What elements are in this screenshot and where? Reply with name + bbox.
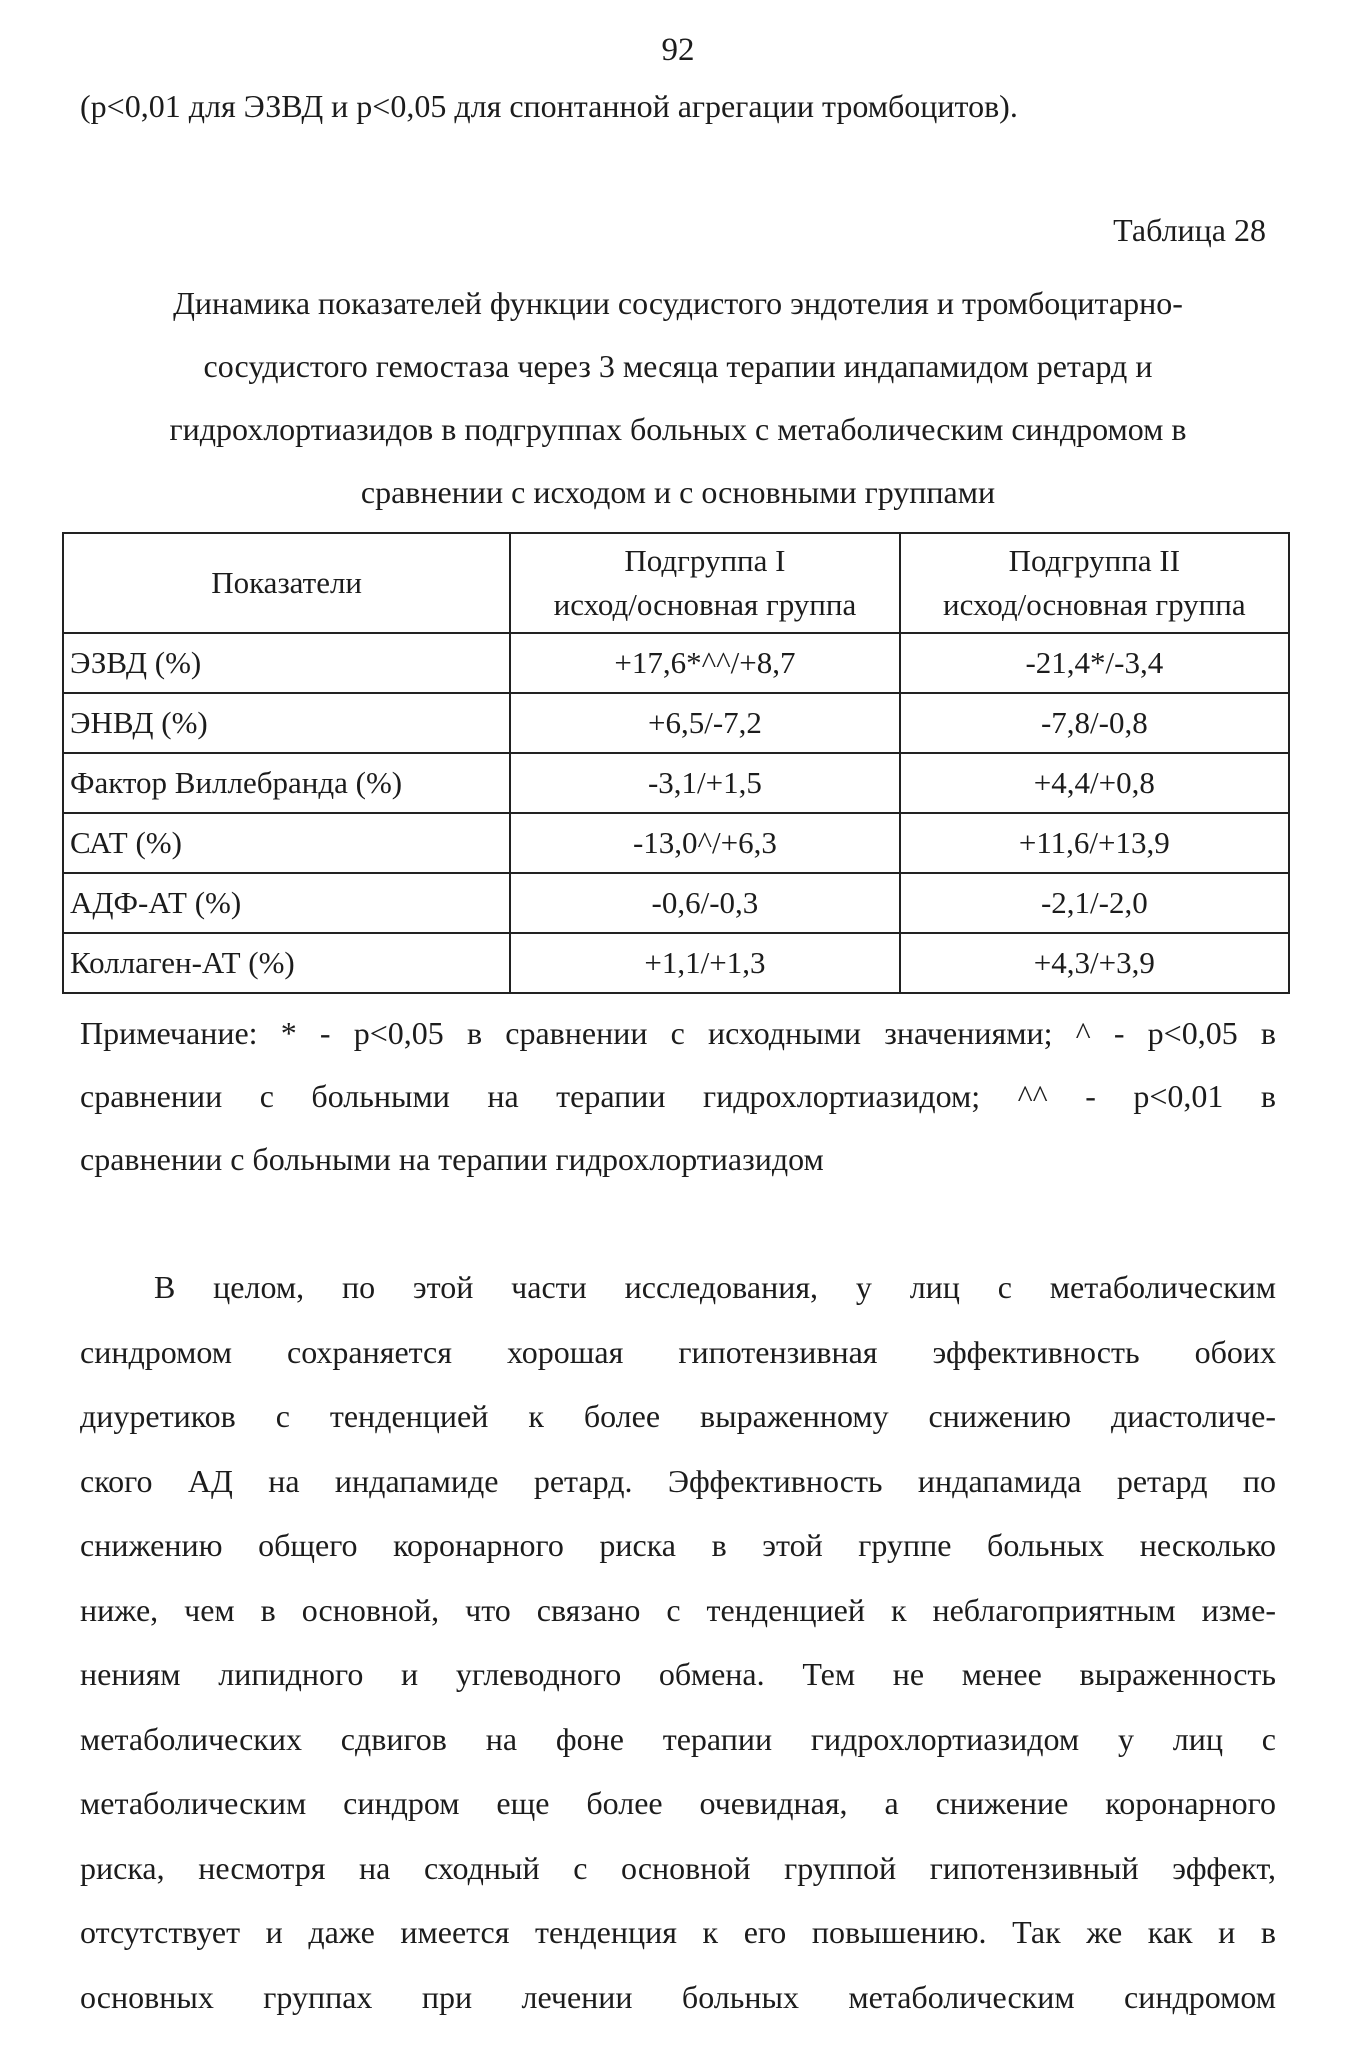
subgroup-2-value: +4,3/+3,9 — [900, 933, 1289, 993]
row-label: Коллаген-АТ (%) — [63, 933, 510, 993]
header-subgroup-1-title: Подгруппа I — [624, 543, 786, 578]
row-label: Фактор Виллебранда (%) — [63, 753, 510, 813]
note-line: сравнении с больными на терапии гидрохлортиазидом; ^^ - p<0,01 в — [80, 1078, 1276, 1114]
table-row — [63, 873, 1289, 933]
subgroup-2-value: +11,6/+13,9 — [900, 813, 1289, 873]
paragraph-line: снижению общего коронарного риска в этой группе больных несколько — [80, 1527, 1276, 1563]
table-note — [80, 1002, 1276, 1191]
table-label: Таблица 28 — [1113, 212, 1266, 248]
paragraph-line: основных группах при лечении больных метаболическим синдромом — [80, 1978, 1276, 2015]
table-header-row — [63, 533, 1289, 633]
subgroup-1-value: -13,0^/+6,3 — [510, 813, 899, 873]
body-paragraph — [80, 1255, 1276, 2029]
table-row — [63, 813, 1289, 873]
table-row — [63, 633, 1289, 693]
note-line: Примечание: * - p<0,05 в сравнении с исходными значениями; ^ - p<0,05 в — [80, 1015, 1276, 1051]
paragraph-line: риска, несмотря на сходный с основной группой гипотензивный эффект, — [80, 1849, 1276, 1886]
subgroup-2-value: -7,8/-0,8 — [900, 693, 1289, 753]
paragraph-line: синдромом сохраняется хорошая гипотензивная эффективность обоих — [80, 1333, 1276, 1370]
table-row — [63, 933, 1289, 993]
row-label: АДФ-АТ (%) — [63, 873, 510, 933]
table-caption-line: гидрохлортиазидов в подгруппах больных с метаболическим синдромом в — [169, 411, 1187, 447]
subgroup-1-value: +6,5/-7,2 — [510, 693, 899, 753]
paragraph-line: метаболических сдвигов на фоне терапии гидрохлортиазидом у лиц с — [80, 1720, 1276, 1757]
header-subgroup-1-subtitle: исход/основная группа — [553, 587, 857, 622]
table-caption — [60, 272, 1296, 524]
table-row — [63, 693, 1289, 753]
paragraph-line: метаболическим синдром еще более очевидная, а снижение коронарного — [80, 1785, 1276, 1821]
paragraph-line: нениям липидного и углеводного обмена. Тем не менее выраженность — [80, 1656, 1276, 1692]
subgroup-2-value: -21,4*/-3,4 — [900, 633, 1289, 693]
lead-line: (p<0,01 для ЭЗВД и p<0,05 для спонтанной агрегации тромбоцитов). — [80, 88, 1018, 124]
paragraph-line: ского АД на индапамиде ретард. Эффективность индапамида ретард по — [80, 1462, 1276, 1499]
subgroup-2-value: -2,1/-2,0 — [900, 873, 1289, 933]
header-subgroup-2-subtitle: исход/основная группа — [943, 587, 1246, 622]
row-label: ЭЗВД (%) — [63, 633, 510, 693]
note-line: сравнении с больными на терапии гидрохлортиазидом — [80, 1141, 824, 1177]
page-number: 92 — [661, 32, 695, 68]
header-subgroup-2-title: Подгруппа II — [1008, 543, 1181, 578]
table-caption-line: Динамика показателей функции сосудистого эндотелия и тромбоцитарно- — [173, 285, 1183, 321]
subgroup-1-value: +1,1/+1,3 — [510, 933, 899, 993]
subgroup-1-value: -3,1/+1,5 — [510, 753, 899, 813]
subgroup-2-value: +4,4/+0,8 — [900, 753, 1289, 813]
paragraph-line: отсутствует и даже имеется тенденция к его повышению. Так же как и в — [80, 1914, 1276, 1950]
header-subgroup-2 — [900, 533, 1289, 633]
table-caption-line: сравнении с исходом и с основными группами — [360, 474, 996, 510]
header-subgroup-1 — [510, 533, 899, 633]
row-label: ЭНВД (%) — [63, 693, 510, 753]
subgroup-1-value: -0,6/-0,3 — [510, 873, 899, 933]
paragraph-line: ниже, чем в основной, что связано с тенденцией к неблагоприятным изме- — [80, 1591, 1276, 1628]
results-table — [62, 532, 1290, 994]
row-label: САТ (%) — [63, 813, 510, 873]
subgroup-1-value: +17,6*^^/+8,7 — [510, 633, 899, 693]
header-indicators: Показатели — [63, 533, 510, 633]
table-row — [63, 753, 1289, 813]
paragraph-line: В целом, по этой части исследования, у лиц с метаболическим — [154, 1269, 1276, 1305]
table-caption-line: сосудистого гемостаза через 3 месяца терапии индапамидом ретард и — [203, 348, 1153, 384]
paragraph-line: диуретиков с тенденцией к более выраженному снижению диастоличе- — [80, 1398, 1276, 1434]
